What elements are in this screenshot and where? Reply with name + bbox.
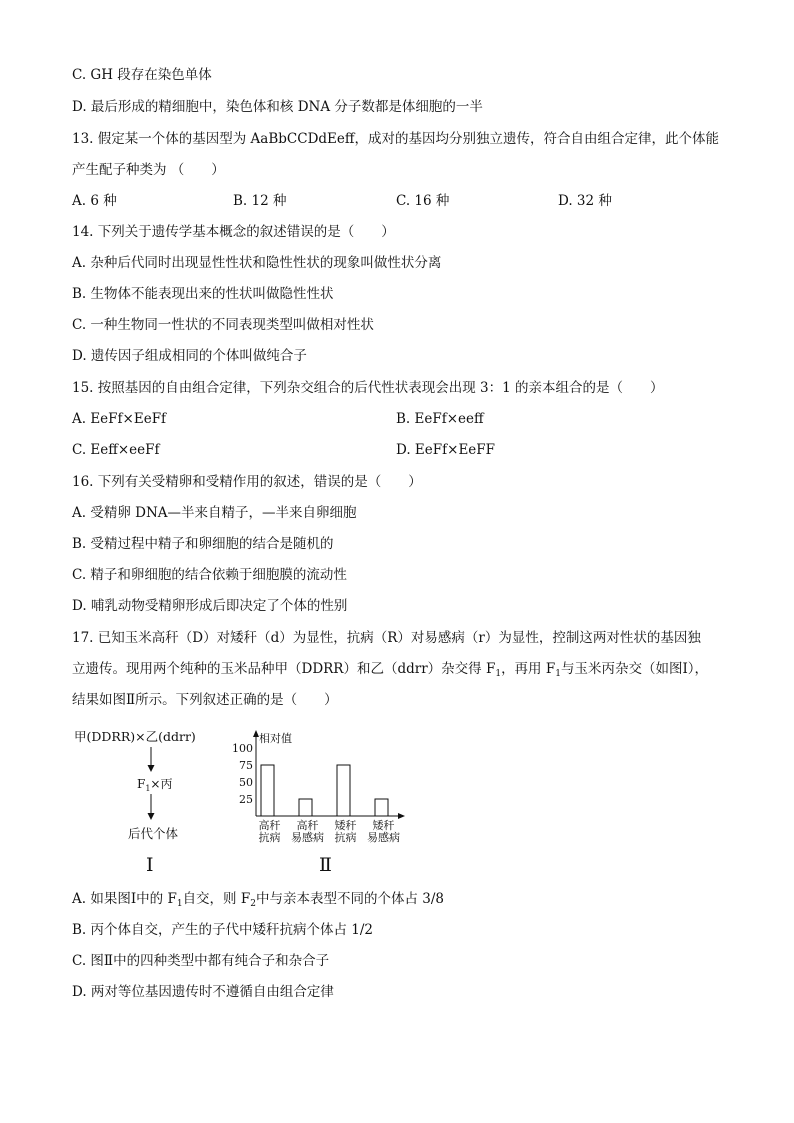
q16-option-a: A. 受精卵 DNA—半来自精子，—半来自卵细胞 xyxy=(72,505,357,521)
chart-x-axis-arrow xyxy=(398,813,405,819)
q15-option-c: C. Eeff×eeFf xyxy=(72,442,160,458)
q17-stem-line1: 17. 已知玉米高秆（D）对矮秆（d）为显性，抗病（R）对易感病（r）为显性，控制这两对性状的基因独 xyxy=(72,630,701,646)
q14-option-b: B. 生物体不能表现出来的性状叫做隐性性状 xyxy=(72,286,334,302)
q15-option-d: D. EeFf×EeFF xyxy=(396,442,496,458)
q17-option-a: A. 如果图Ⅰ中的 $F_1$自交，则 $F_2$中与亲本表型不同的个体占 3/8 xyxy=(72,891,444,909)
figure-1-cross-diagram xyxy=(70,725,220,877)
figure-1-offspring: 后代个体 xyxy=(128,826,179,841)
q14-option-c: C. 一种生物同一性状的不同表现类型叫做相对性状 xyxy=(72,317,374,333)
chart-y-tick-label: 100 xyxy=(232,742,253,755)
chart-bar xyxy=(261,765,274,816)
q13-stem-line1: 13. 假定某一个体的基因型为 AaBbCCDdEeff，成对的基因均分别独立遗传，符合自由组合定律，此个体能 xyxy=(72,131,719,147)
q13-stem-line2: 产生配子种类为 （ ） xyxy=(72,162,225,178)
q17-option-c: C. 图Ⅱ中的四种类型中都有纯合子和杂合子 xyxy=(72,953,330,969)
chart-bar xyxy=(375,799,388,816)
chart-x-tick-label-bottom: 易感病 xyxy=(367,831,400,844)
arrow-head-2 xyxy=(148,813,155,820)
figure-1-cross: 甲(DDRR)×乙(ddrr) xyxy=(74,729,196,744)
q17-option-b: B. 丙个体自交，产生的子代中矮秆抗病个体占 1/2 xyxy=(72,922,374,938)
q15-option-b: B. EeFf×eeff xyxy=(396,411,484,427)
chart-x-tick-label-bottom: 抗病 xyxy=(258,831,281,844)
arrow-head-1 xyxy=(148,765,155,772)
q17-option-d: D. 两对等位基因遗传时不遵循自由组合定律 xyxy=(72,984,334,1000)
q13-option-b: B. 12 种 xyxy=(233,193,287,209)
chart-x-tick-label-top: 高秆 xyxy=(258,819,281,832)
q14-option-a: A. 杂种后代同时出现显性性状和隐性性状的现象叫做性状分离 xyxy=(72,255,442,271)
q17-stem-line2: 立遗传。现用两个纯种的玉米品种甲（DDRR）和乙（ddrr）杂交得 $F_1$，再用 $F_1$与玉米丙杂交（如图Ⅰ）， xyxy=(72,661,709,679)
chart-x-tick-label-top: 矮秆 xyxy=(334,819,357,832)
q12-option-d: D. 最后形成的精细胞中，染色体和核 DNA 分子数都是体细胞的一半 xyxy=(72,99,483,115)
q13-option-a: A. 6 种 xyxy=(72,193,117,209)
q14-stem: 14. 下列关于遗传学基本概念的叙述错误的是（ ） xyxy=(72,224,395,240)
q13-option-c: C. 16 种 xyxy=(396,193,450,209)
chart-bar xyxy=(337,765,350,816)
figure-2-label: Ⅱ xyxy=(319,854,332,876)
chart-y-tick-label: 75 xyxy=(239,759,253,772)
q12-option-c: C. GH 段存在染色单体 xyxy=(72,67,212,83)
chart-y-axis-label: 相对值 xyxy=(259,732,292,745)
q15-stem: 15. 按照基因的自由组合定律，下列杂交组合的后代性状表现会出现 3：1 的亲本组合的是（ ） xyxy=(72,380,664,396)
chart-x-tick-label-top: 高秆 xyxy=(296,819,319,832)
q16-option-d: D. 哺乳动物受精卵形成后即决定了个体的性别 xyxy=(72,598,348,614)
q16-stem: 16. 下列有关受精卵和受精作用的叙述，错误的是（ ） xyxy=(72,474,422,490)
chart-x-tick-label-bottom: 抗病 xyxy=(334,831,357,844)
q16-option-b: B. 受精过程中精子和卵细胞的结合是随机的 xyxy=(72,536,334,552)
chart-y-tick-label: 25 xyxy=(239,793,253,806)
chart-bar xyxy=(299,799,312,816)
q17-stem-line3: 结果如图Ⅱ所示。下列叙述正确的是（ ） xyxy=(72,692,338,708)
chart-y-tick-label: 50 xyxy=(239,776,253,789)
chart-x-tick-label-top: 矮秆 xyxy=(372,819,395,832)
chart-x-tick-label-bottom: 易感病 xyxy=(291,831,324,844)
figure-2-bar-chart xyxy=(228,725,418,877)
q16-option-c: C. 精子和卵细胞的结合依赖于细胞膜的流动性 xyxy=(72,567,347,583)
q13-option-d: D. 32 种 xyxy=(558,193,612,209)
q15-option-a: A. EeFf×EeFf xyxy=(72,411,167,427)
figure-1-label: Ⅰ xyxy=(146,854,154,876)
figure-1-f1-cross: $F_1\times$丙 xyxy=(137,777,173,793)
q14-option-d: D. 遗传因子组成相同的个体叫做纯合子 xyxy=(72,348,307,364)
